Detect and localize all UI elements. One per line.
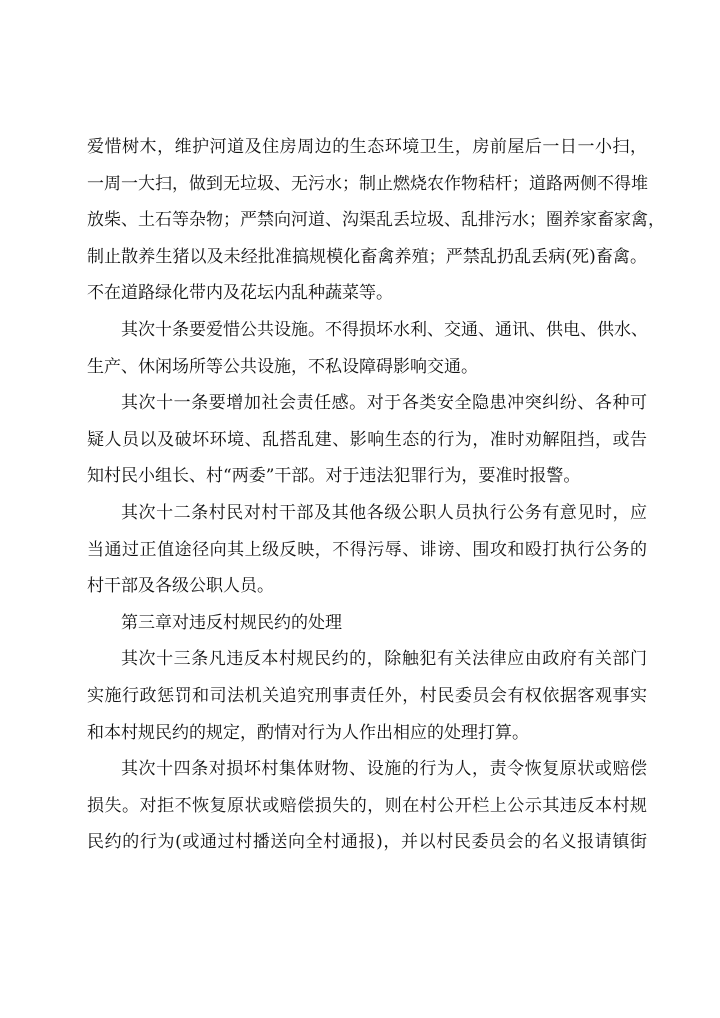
text-line: 第三章对违反村规民约的处理 [121,612,342,633]
text-line: 当通过正值途径向其上级反映，不得污辱、诽谤、围攻和殴打执行公务的 [87,539,647,560]
document-body [87,134,665,866]
text-line: 和本村规民约的规定，酌情对行为人作出相应的处理打算。 [87,722,529,743]
text-line: 其次十一条要增加社会责任感。对于各类安全隐患冲突纠纷、各种可 [121,393,647,414]
text-line: 其次十三条凡违反本村规民约的，除触犯有关法律应由政府有关部门 [121,649,647,670]
text-line: 制止散养生猪以及未经批准搞规模化畜禽养殖；严禁乱扔乱丢病(死)畜禽。 [87,246,647,267]
text-line: 不在道路绿化带内及花坛内乱种蔬菜等。 [87,283,393,304]
text-line: 村干部及各级公职人员。 [87,576,274,597]
text-line: 损失。对拒不恢复原状或赔偿损失的，则在村公开栏上公示其违反本村规 [87,795,647,816]
text-line: 放柴、土石等杂物；严禁向河道、沟渠乱丢垃圾、乱排污水；圈养家畜家禽， [87,210,665,231]
text-line: 其次十四条对损坏村集体财物、设施的行为人，责令恢复原状或赔偿 [121,759,647,780]
text-line: 知村民小组长、村“两委”干部。对于违法犯罪行为，要准时报警。 [87,466,581,487]
text-line: 民约的行为(或通过村播送向全村通报)，并以村民委员会的名义报请镇街 [87,832,647,853]
text-line: 实施行政惩罚和司法机关追究刑事责任外，村民委员会有权依据客观事实 [87,685,647,706]
text-line: 疑人员以及破坏环境、乱搭乱建、影响生态的行为，准时劝解阻挡，或告 [87,429,647,450]
text-line: 一周一大扫，做到无垃圾、无污水；制止燃烧农作物秸杆；道路两侧不得堆 [87,173,648,194]
text-line: 生产、休闲场所等公共设施，不私设障碍影响交通。 [87,356,478,377]
text-line: 爱惜树木，维护河道及住房周边的生态环境卫生，房前屋后一日一小扫， [87,137,647,157]
text-line: 其次十二条村民对村干部及其他各级公职人员执行公务有意见时，应 [121,502,647,523]
text-line: 其次十条要爱惜公共设施。不得损坏水利、交通、通讯、供电、供水、 [121,319,648,340]
